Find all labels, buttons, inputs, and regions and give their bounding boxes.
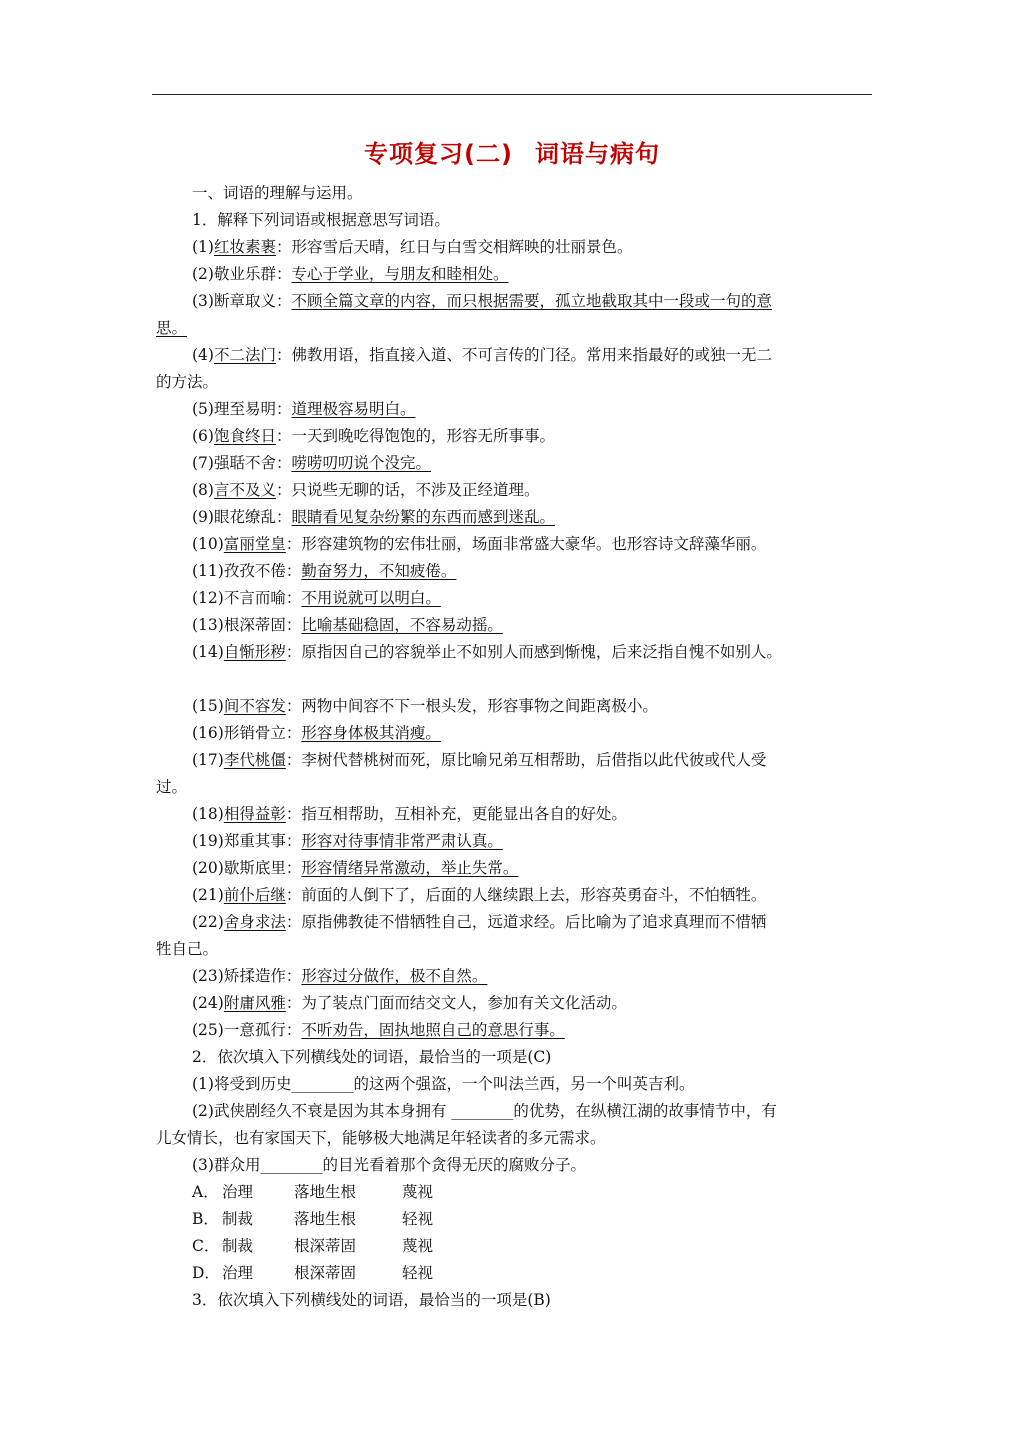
item-word: 言不及义 bbox=[213, 481, 276, 499]
header-rule bbox=[152, 94, 872, 95]
title-main: 专项复习(二) bbox=[364, 140, 513, 168]
vocab-item bbox=[156, 423, 871, 450]
item-separator: ： bbox=[275, 346, 292, 364]
item-separator: ： bbox=[285, 616, 302, 634]
question-2-sentence-1: (1)将受到历史________的这两个强盗，一个叫法兰西，另一个叫英吉利。 bbox=[192, 1075, 695, 1093]
vocab-item bbox=[156, 234, 871, 261]
item-number: (12) bbox=[192, 589, 224, 607]
item-separator: ： bbox=[285, 751, 302, 769]
item-separator: ： bbox=[275, 238, 292, 256]
item-word: 红妆素裹 bbox=[213, 238, 276, 256]
item-definition: 比喻基础稳固，不容易动摇。 bbox=[301, 616, 503, 634]
item-definition-cont: 牲自己。 bbox=[156, 940, 219, 958]
item-word: 李代桃僵 bbox=[223, 751, 286, 769]
option-word-2: 落地生根 bbox=[294, 1183, 357, 1201]
option-row bbox=[156, 1179, 871, 1206]
item-definition: 道理极容易明白。 bbox=[291, 400, 416, 418]
item-separator: ： bbox=[275, 400, 292, 418]
item-word: 孜孜不倦 bbox=[223, 562, 286, 580]
question-1-stem: 1．解释下列词语或根据意思写词语。 bbox=[192, 211, 450, 229]
vocab-item bbox=[156, 639, 871, 666]
question-2-options bbox=[156, 1179, 871, 1287]
vocab-item bbox=[156, 1017, 871, 1044]
vocab-item bbox=[156, 693, 871, 720]
item-number: (17) bbox=[192, 751, 224, 769]
option-word-1: 治理 bbox=[222, 1183, 254, 1201]
vocab-item bbox=[156, 882, 871, 909]
vocab-item bbox=[156, 531, 871, 558]
item-number: (22) bbox=[192, 913, 224, 931]
item-separator: ： bbox=[285, 886, 302, 904]
option-word-2: 根深蒂固 bbox=[294, 1264, 357, 1282]
item-definition: 原指佛教徒不惜牺牲自己，远道求经。后比喻为了追求真理而不惜牺 bbox=[301, 913, 767, 931]
item-separator: ： bbox=[285, 913, 302, 931]
item-separator: ： bbox=[285, 589, 302, 607]
item-number: (16) bbox=[192, 724, 224, 742]
item-number: (25) bbox=[192, 1021, 224, 1039]
vocab-item bbox=[156, 909, 871, 936]
vocab-list bbox=[156, 234, 871, 1044]
item-number: (4) bbox=[192, 346, 214, 364]
option-word-3: 蔑视 bbox=[402, 1183, 434, 1201]
item-definition: 原指因自己的容貌举止不如别人而感到惭愧，后来泛指自愧不如别人。 bbox=[301, 643, 782, 661]
item-word: 前仆后继 bbox=[223, 886, 286, 904]
item-separator: ： bbox=[285, 724, 302, 742]
option-word-3: 轻视 bbox=[402, 1210, 434, 1228]
question-3-stem: 3．依次填入下列横线处的词语，最恰当的一项是(B) bbox=[192, 1291, 551, 1309]
item-separator: ： bbox=[285, 643, 302, 661]
question-2-sentence-2-cont: 儿女情长，也有家国天下，能够极大地满足年轻读者的多元需求。 bbox=[156, 1129, 606, 1147]
item-definition: 不听劝告，固执地照自己的意思行事。 bbox=[301, 1021, 565, 1039]
vocab-item bbox=[156, 990, 871, 1017]
vocab-item bbox=[156, 585, 871, 612]
blank-line bbox=[156, 666, 871, 693]
item-word: 富丽堂皇 bbox=[223, 535, 286, 553]
vocab-item-cont bbox=[156, 936, 871, 963]
vocab-item bbox=[156, 504, 871, 531]
item-definition: 形容情绪异常激动，举止失常。 bbox=[301, 859, 519, 877]
vocab-item bbox=[156, 801, 871, 828]
vocab-item bbox=[156, 720, 871, 747]
option-row bbox=[156, 1233, 871, 1260]
item-definition: 不用说就可以明白。 bbox=[301, 589, 441, 607]
item-number: (9) bbox=[192, 508, 214, 526]
question-2-stem: 2．依次填入下列横线处的词语，最恰当的一项是(C) bbox=[192, 1048, 552, 1066]
question-2-sentence-2: (2)武侠剧经久不衰是因为其本身拥有 ________的优势，在纵横江湖的故事情节中，有 bbox=[192, 1102, 777, 1120]
vocab-item bbox=[156, 558, 871, 585]
item-word: 不二法门 bbox=[213, 346, 276, 364]
item-number: (13) bbox=[192, 616, 224, 634]
item-word: 附庸风雅 bbox=[223, 994, 286, 1012]
option-word-2: 根深蒂固 bbox=[294, 1237, 357, 1255]
item-separator: ： bbox=[275, 454, 292, 472]
item-word: 敬业乐群 bbox=[213, 265, 276, 283]
option-word-1: 制裁 bbox=[222, 1210, 254, 1228]
item-word: 形销骨立 bbox=[223, 724, 286, 742]
item-number: (6) bbox=[192, 427, 214, 445]
vocab-item bbox=[156, 612, 871, 639]
item-separator: ： bbox=[285, 535, 302, 553]
item-word: 一意孤行 bbox=[223, 1021, 286, 1039]
item-word: 舍身求法 bbox=[223, 913, 286, 931]
option-row bbox=[156, 1260, 871, 1287]
item-definition: 两物中间容不下一根头发，形容事物之间距离极小。 bbox=[301, 697, 658, 715]
item-number: (14) bbox=[192, 643, 224, 661]
item-separator: ： bbox=[285, 697, 302, 715]
item-definition: 勤奋努力，不知疲倦。 bbox=[301, 562, 457, 580]
option-letter: C． bbox=[192, 1237, 220, 1255]
item-separator: ： bbox=[275, 265, 292, 283]
page-title bbox=[0, 134, 1024, 169]
item-separator: ： bbox=[285, 1021, 302, 1039]
item-number: (21) bbox=[192, 886, 224, 904]
item-definition: 形容雪后天晴，红日与白雪交相辉映的壮丽景色。 bbox=[291, 238, 633, 256]
vocab-item bbox=[156, 450, 871, 477]
item-definition-cont: 的方法。 bbox=[156, 373, 219, 391]
item-separator: ： bbox=[285, 805, 302, 823]
vocab-item-cont bbox=[156, 315, 871, 342]
item-word: 郑重其事 bbox=[223, 832, 286, 850]
item-definition: 佛教用语，指直接入道、不可言传的门径。常用来指最好的或独一无二 bbox=[291, 346, 773, 364]
item-number: (18) bbox=[192, 805, 224, 823]
item-definition: 专心于学业，与朋友和睦相处。 bbox=[291, 265, 509, 283]
option-word-1: 制裁 bbox=[222, 1237, 254, 1255]
option-word-3: 轻视 bbox=[402, 1264, 434, 1282]
item-definition: 形容过分做作，极不自然。 bbox=[301, 967, 488, 985]
vocab-item bbox=[156, 261, 871, 288]
item-word: 断章取义 bbox=[213, 292, 276, 310]
item-definition: 李树代替桃树而死，原比喻兄弟互相帮助，后借指以此代彼或代人受 bbox=[301, 751, 767, 769]
item-number: (20) bbox=[192, 859, 224, 877]
item-word: 间不容发 bbox=[223, 697, 286, 715]
vocab-item bbox=[156, 477, 871, 504]
item-separator: ： bbox=[275, 508, 292, 526]
item-definition: 形容身体极其消瘦。 bbox=[301, 724, 441, 742]
option-letter: A． bbox=[192, 1183, 219, 1201]
item-number: (15) bbox=[192, 697, 224, 715]
item-word: 眼花缭乱 bbox=[213, 508, 276, 526]
item-word: 强聒不舍 bbox=[213, 454, 276, 472]
item-word: 理至易明 bbox=[213, 400, 276, 418]
item-definition: 不顾全篇文章的内容，而只根据需要，孤立地截取其中一段或一句的意 bbox=[291, 292, 773, 310]
item-definition: 形容建筑物的宏伟壮丽，场面非常盛大豪华。也形容诗文辞藻华丽。 bbox=[301, 535, 767, 553]
item-word: 饱食终日 bbox=[213, 427, 276, 445]
item-number: (10) bbox=[192, 535, 224, 553]
option-letter: D． bbox=[192, 1264, 220, 1282]
document-body bbox=[156, 180, 871, 1314]
item-word: 根深蒂固 bbox=[223, 616, 286, 634]
vocab-item bbox=[156, 828, 871, 855]
option-letter: B． bbox=[192, 1210, 219, 1228]
item-word: 歇斯底里 bbox=[223, 859, 286, 877]
title-sub: 词语与病句 bbox=[534, 140, 660, 168]
item-number: (5) bbox=[192, 400, 214, 418]
item-number: (19) bbox=[192, 832, 224, 850]
item-word: 不言而喻 bbox=[223, 589, 286, 607]
item-number: (8) bbox=[192, 481, 214, 499]
item-separator: ： bbox=[285, 859, 302, 877]
item-separator: ： bbox=[285, 967, 302, 985]
item-number: (2) bbox=[192, 265, 214, 283]
option-word-2: 落地生根 bbox=[294, 1210, 357, 1228]
item-separator: ： bbox=[285, 994, 302, 1012]
item-definition: 只说些无聊的话，不涉及正经道理。 bbox=[291, 481, 540, 499]
item-word: 自惭形秽 bbox=[223, 643, 286, 661]
item-definition: 指互相帮助，互相补充，更能显出各自的好处。 bbox=[301, 805, 627, 823]
item-number: (11) bbox=[192, 562, 224, 580]
item-word: 矫揉造作 bbox=[223, 967, 286, 985]
vocab-item bbox=[156, 342, 871, 369]
item-number: (1) bbox=[192, 238, 214, 256]
section-heading: 一、词语的理解与运用。 bbox=[192, 184, 363, 202]
item-definition: 眼睛看见复杂纷繁的东西而感到迷乱。 bbox=[291, 508, 556, 526]
item-separator: ： bbox=[285, 562, 302, 580]
item-definition: 前面的人倒下了，后面的人继续跟上去，形容英勇奋斗，不怕牺牲。 bbox=[301, 886, 767, 904]
vocab-item bbox=[156, 855, 871, 882]
item-number: (7) bbox=[192, 454, 214, 472]
item-separator: ： bbox=[275, 427, 292, 445]
vocab-item bbox=[156, 747, 871, 774]
item-definition: 为了装点门面而结交文人，参加有关文化活动。 bbox=[301, 994, 627, 1012]
option-word-1: 治理 bbox=[222, 1264, 254, 1282]
vocab-item bbox=[156, 963, 871, 990]
item-definition: 形容对待事情非常严肃认真。 bbox=[301, 832, 503, 850]
item-definition-cont: 思。 bbox=[156, 319, 188, 337]
item-number: (23) bbox=[192, 967, 224, 985]
vocab-item-cont bbox=[156, 369, 871, 396]
vocab-item bbox=[156, 396, 871, 423]
item-definition-cont: 过。 bbox=[156, 778, 188, 796]
item-definition: 唠唠叨叨说个没完。 bbox=[291, 454, 432, 472]
option-word-3: 蔑视 bbox=[402, 1237, 434, 1255]
question-2-sentence-3: (3)群众用________的目光看着那个贪得无厌的腐败分子。 bbox=[192, 1156, 586, 1174]
item-separator: ： bbox=[285, 832, 302, 850]
item-number: (3) bbox=[192, 292, 214, 310]
item-separator: ： bbox=[275, 292, 292, 310]
item-number: (24) bbox=[192, 994, 224, 1012]
vocab-item bbox=[156, 288, 871, 315]
vocab-item-cont bbox=[156, 774, 871, 801]
option-row bbox=[156, 1206, 871, 1233]
item-word: 相得益彰 bbox=[223, 805, 286, 823]
item-separator: ： bbox=[275, 481, 292, 499]
item-definition: 一天到晚吃得饱饱的，形容无所事事。 bbox=[291, 427, 556, 445]
